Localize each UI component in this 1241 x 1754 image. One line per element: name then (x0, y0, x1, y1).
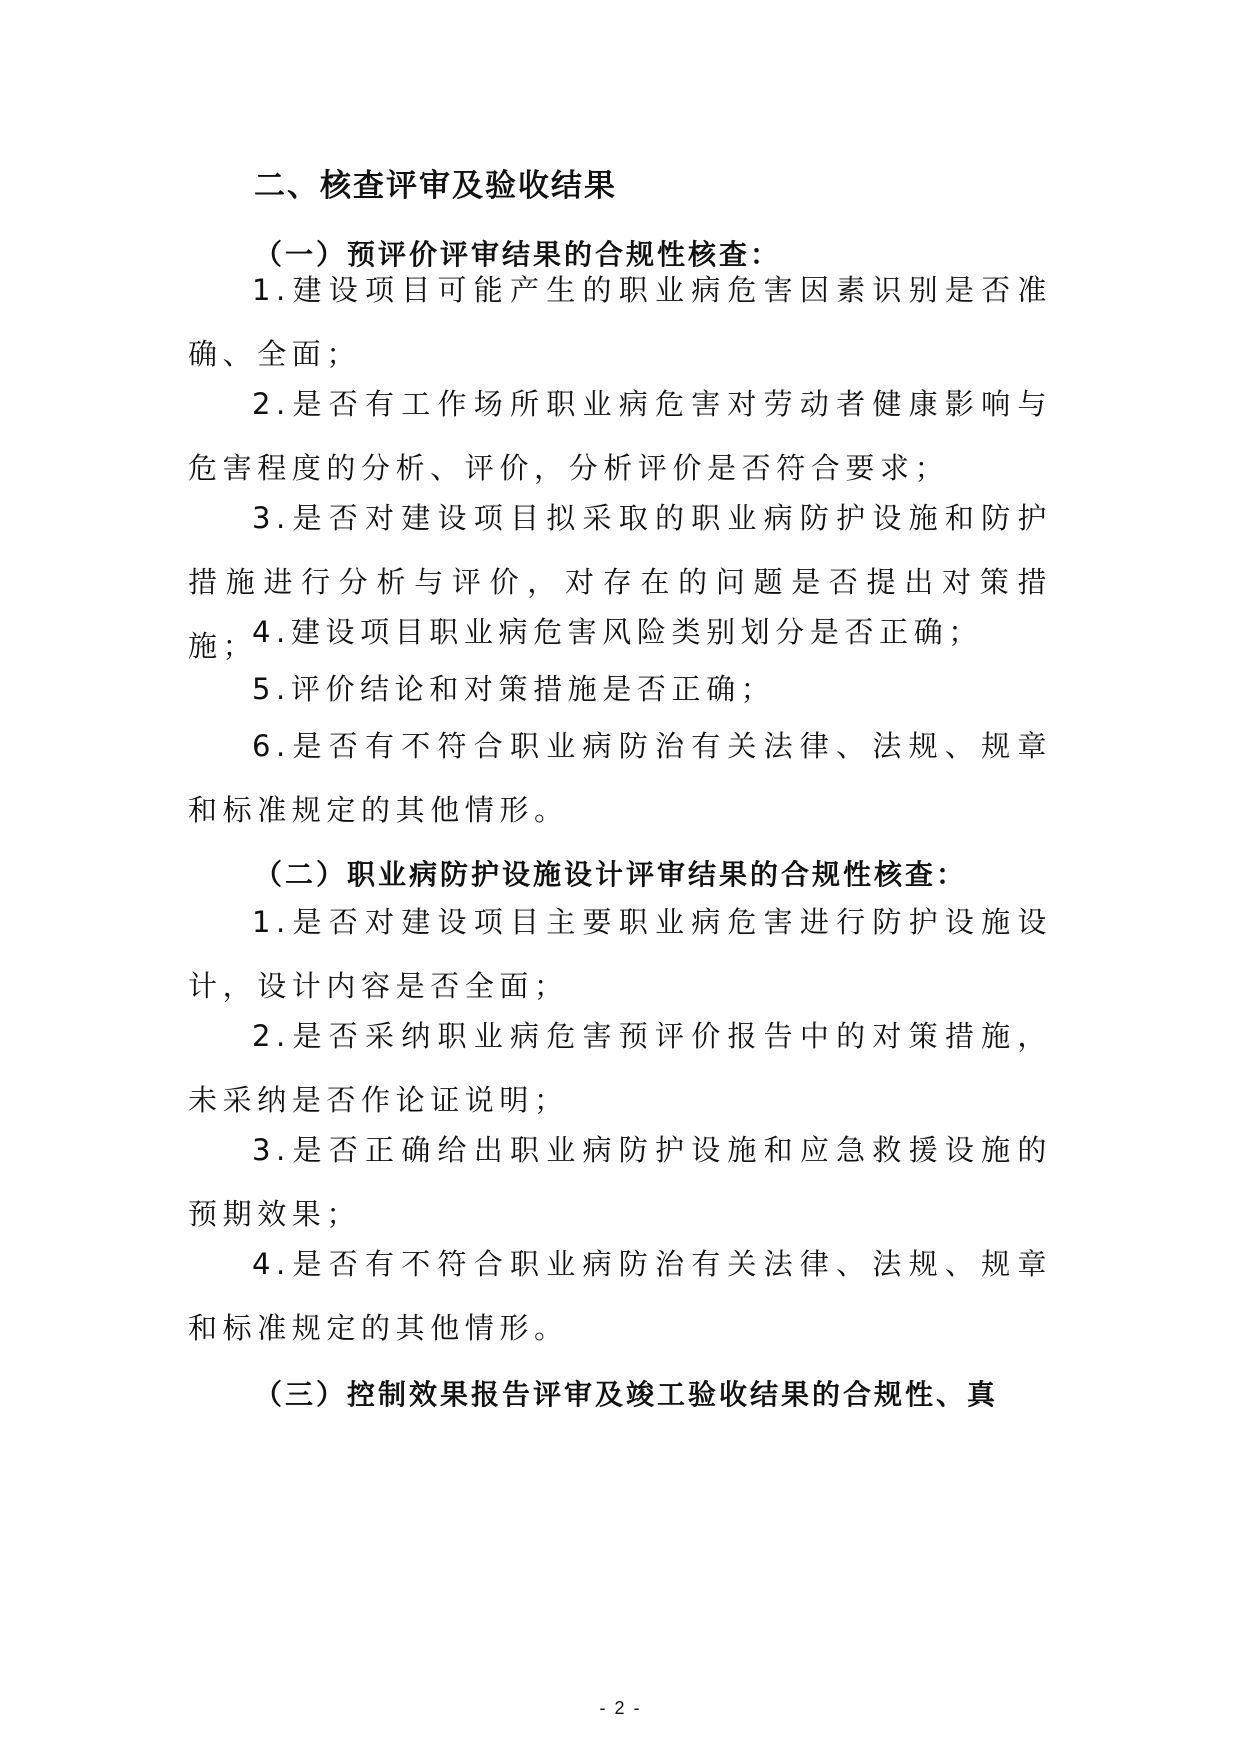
subsection-title-3: （三）控制效果报告评审及竣工验收结果的合规性、真 (254, 1378, 999, 1411)
paragraph-1-6: 6.是否有不符合职业病防治有关法律、法规、规章和标准规定的其他情形。 (188, 729, 1052, 827)
paragraph-1-3: 3.是否对建设项目拟采取的职业病防护设施和防护措施进行分析与评价，对存在的问题是否提出对策措施； (188, 501, 1052, 663)
paragraph-2-1: 1.是否对建设项目主要职业病危害进行防护设施设计，设计内容是否全面； (188, 905, 1052, 1003)
paragraph-2-2: 2.是否采纳职业病危害预评价报告中的对策措施，未采纳是否作论证说明； (188, 1019, 1052, 1117)
paragraph-1-1: 1.建设项目可能产生的职业病危害因素识别是否准确、全面； (188, 273, 1052, 371)
paragraph-2-3: 3.是否正确给出职业病防护设施和应急救援设施的预期效果； (188, 1133, 1052, 1231)
paragraph-1-5: 5.评价结论和对策措施是否正确； (252, 672, 776, 706)
page-number: - 2 - (599, 1698, 642, 1718)
paragraph-1-2: 2.是否有工作场所职业病危害对劳动者健康影响与危害程度的分析、评价，分析评价是否符合要求； (188, 387, 1052, 485)
subsection-title-2: （二）职业病防护设施设计评审结果的合规性核查： (254, 858, 968, 891)
section-heading: 二、核查评审及验收结果 (254, 168, 617, 204)
paragraph-2-4: 4.是否有不符合职业病防治有关法律、法规、规章和标准规定的其他情形。 (188, 1247, 1052, 1345)
subsection-title-1: （一）预评价评审结果的合规性核查： (254, 238, 782, 271)
paragraph-1-4: 4.建设项目职业病危害风险类别划分是否正确； (252, 615, 983, 649)
